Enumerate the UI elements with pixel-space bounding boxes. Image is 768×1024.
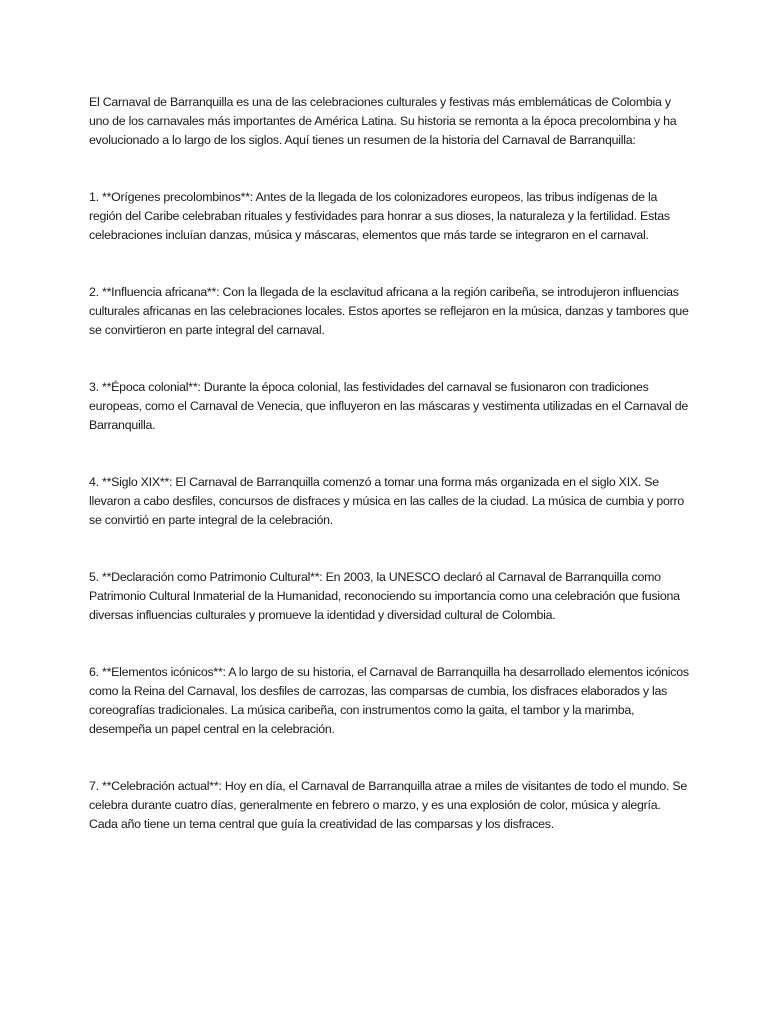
paragraph-19th-century: 4. **Siglo XIX**: El Carnaval de Barranquilla comenzó a tomar una forma más organizada en el siglo XIX. Se llevaron a cabo desfiles, concursos de disfraces y música en las calles de la ciudad. La música de cumbia y porro se convirtió en parte integral de la celebración.	[89, 475, 685, 527]
paragraph-current-celebration: 7. **Celebración actual**: Hoy en día, el Carnaval de Barranquilla atrae a miles de visitantes de todo el mundo. Se celebra durante cuatro días, generalmente en febrero o marzo, y es una explosión de color, música y alegría. Cada año tiene un tema central que guía la creatividad de las comparsas y los disfraces.	[89, 779, 688, 831]
paragraph-gap	[89, 625, 689, 663]
paragraph-gap	[89, 530, 689, 568]
paragraph-colonial-era: 3. **Época colonial**: Durante la época colonial, las festividades del carnaval se fusionaron con tradiciones europeas, como el Carnaval de Venecia, que influyeron en las máscaras y vestimenta utilizadas en el Carnaval de Barranquilla.	[89, 380, 689, 432]
paragraph-origins: 1. **Orígenes precolombinos**: Antes de la llegada de los colonizadores europeos, las tribus indígenas de la región del Caribe celebraban rituales y festividades para honrar a sus dioses, la naturaleza y la fertilidad. Estas celebraciones incluían danzas, música y máscaras, elementos que más tarde se integraron en el carnaval.	[89, 190, 670, 242]
paragraph-gap	[89, 435, 689, 473]
intro-paragraph: El Carnaval de Barranquilla es una de las celebraciones culturales y festivas más emblemáticas de Colombia y uno de los carnavales más importantes de América Latina. Su historia se remonta a la época precolombina y ha evolucionado a lo largo de los siglos. Aquí tienes un resumen de la historia del Carnaval de Barranquilla:	[89, 95, 677, 147]
paragraph-gap	[89, 150, 689, 188]
paragraph-african-influence: 2. **Influencia africana**: Con la llegada de la esclavitud africana a la región caribeña, se introdujeron influencias culturales africanas en las celebraciones locales. Estos aportes se reflejaron en la música, danzas y tambores que se convirtieron en parte integral del carnaval.	[89, 285, 689, 337]
paragraph-iconic-elements: 6. **Elementos icónicos**: A lo largo de su historia, el Carnaval de Barranquilla ha desarrollado elementos icónicos como la Reina del Carnaval, los desfiles de carrozas, las comparsas de cumbia, los disfraces elaborados y las coreografías tradicionales. La música caribeña, con instrumentos como la gaita, el tambor y la marimba, desempeña un papel central en la celebración.	[89, 665, 689, 736]
document-body	[89, 93, 689, 834]
paragraph-heritage-declaration: 5. **Declaración como Patrimonio Cultural**: En 2003, la UNESCO declaró al Carnaval de Barranquilla como Patrimonio Cultural Inmaterial de la Humanidad, reconociendo su importancia como una celebración que fusiona diversas influencias culturales y promueve la identidad y diversidad cultural de Colombia.	[89, 570, 680, 622]
paragraph-gap	[89, 340, 689, 378]
paragraph-gap	[89, 739, 689, 777]
paragraph-gap	[89, 245, 689, 283]
